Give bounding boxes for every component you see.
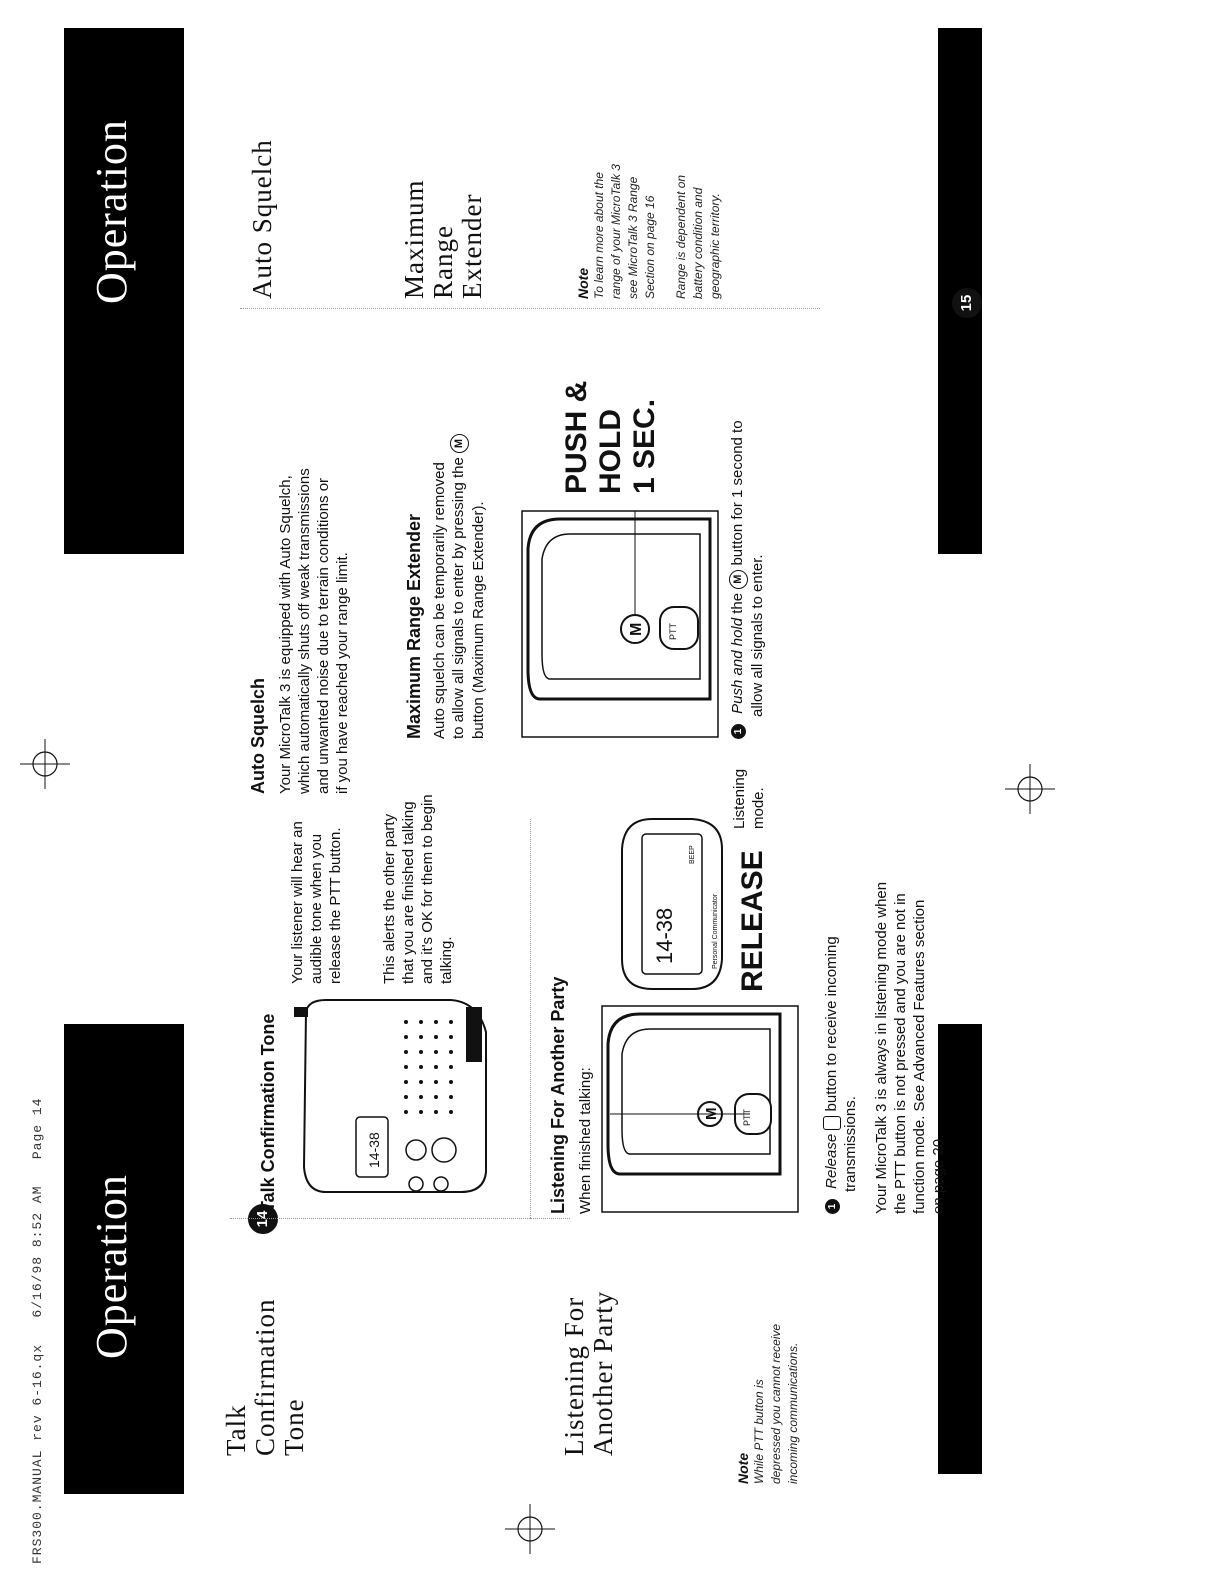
listening-step [822,784,860,1214]
registration-mark-center [1005,764,1055,814]
listening-heading: Listening For Another Party [548,976,568,1214]
listening-para: Your MicroTalk 3 is always in listening mode when the PTT button is not pressed and you are not in function mode. See Advanced Features section on page 20. [873,881,947,1214]
step-number-badge: 1 [825,1199,840,1214]
display-mode-text: BEEP [689,845,696,864]
range-extender-step: 1 Push and hold the M button for 1 second to allow all signals to enter. [728,319,767,739]
ptt-button-label-2: PTT [668,623,678,640]
release-callout: RELEASE [736,850,769,992]
side-head-auto-squelch: Auto Squelch [247,139,277,299]
m-inline-icon-2: M [729,570,748,589]
range-extender-heading: Maximum Range Extender [404,513,424,739]
right-note-text-1: To learn more about the range of your MicroTalk 3 see MicroTalk 3 Range Section on page 16 [592,164,657,299]
talk-confirmation-para1: Your listener will hear an audible tone when you release the PTT button. [289,821,344,984]
right-note-text-2: Range is dependent on battery condition and geographic territory. [674,174,722,299]
step-verb: Release [823,1133,840,1189]
m-button-label: M [703,1107,720,1120]
display-brand-text: Personal Communicator [712,893,719,969]
ptt-button-label: PTT [742,1109,752,1126]
auto-squelch-para: Your MicroTalk 3 is equipped with Auto Squelch, which automatically shuts off weak transmissions and unwanted noise due to terrain conditions or if you have reached your range limit. [277,468,351,794]
antenna-stub [294,1007,308,1017]
step-text-2: transmissions. [842,1096,860,1192]
listening-mode-label: Listening mode. [731,768,767,829]
left-page-number: 14 [248,1204,278,1234]
m-inline-icon: M [450,434,469,453]
range-extender-para: Auto squelch can be temporarily removed to allow all signals to enter by pressing the M button (Maximum Range Extender). [430,319,488,739]
left-column-divider [230,1218,570,1219]
step-text-1: button to receive incoming [823,936,840,1112]
ptt-inline-icon [823,1116,841,1130]
left-banner-title: Operation [87,1174,136,1359]
display-time-text: 14-38 [652,907,677,964]
talk-confirmation-heading: Talk Confirmation Tone [258,1013,278,1212]
step-verb-2: Push and hold [729,617,746,714]
radio-logo-plate [466,1007,482,1062]
left-note [735,1244,802,1484]
range-extender-radio-closeup [520,509,720,739]
left-section-divider [530,819,531,1219]
right-column-divider [240,308,820,309]
right-page-number: 15 [952,288,982,318]
side-head-talk-confirmation: Talk Confirmation Tone [221,1298,309,1456]
note-label: Note [735,1452,751,1484]
side-head-listening: Listening For Another Party [559,1290,618,1456]
registration-mark-left [505,1504,555,1554]
listening-radio-closeup [600,1004,800,1214]
radio-illustration [286,992,506,1212]
print-header: FRS300.MANUAL rev 6-16.qx 6/16/98 8:52 AM Page 14 [30,1097,45,1564]
m-button-label-2: M [628,622,645,636]
right-banner-title: Operation [87,119,136,304]
listening-intro: When finished talking: [577,1067,594,1214]
left-banner [64,1024,184,1494]
right-banner [64,28,184,554]
push-hold-callout: PUSH & HOLD 1 SEC. [560,380,661,494]
listening-display-illustration [612,809,732,999]
right-note [575,49,724,299]
note-text: While PTT button is depressed you cannot receive incoming communications. [752,1323,800,1484]
step-number-badge-2: 1 [731,724,746,739]
side-head-range-extender: Maximum Range Extender [399,179,487,299]
right-note-label: Note [575,267,591,299]
auto-squelch-heading: Auto Squelch [248,678,268,794]
radio-display-text: 14-38 [366,1132,382,1168]
talk-confirmation-para2: This alerts the other party that you are finished talking and it's OK for them to begin talking. [381,794,455,984]
registration-mark-top [20,739,70,789]
